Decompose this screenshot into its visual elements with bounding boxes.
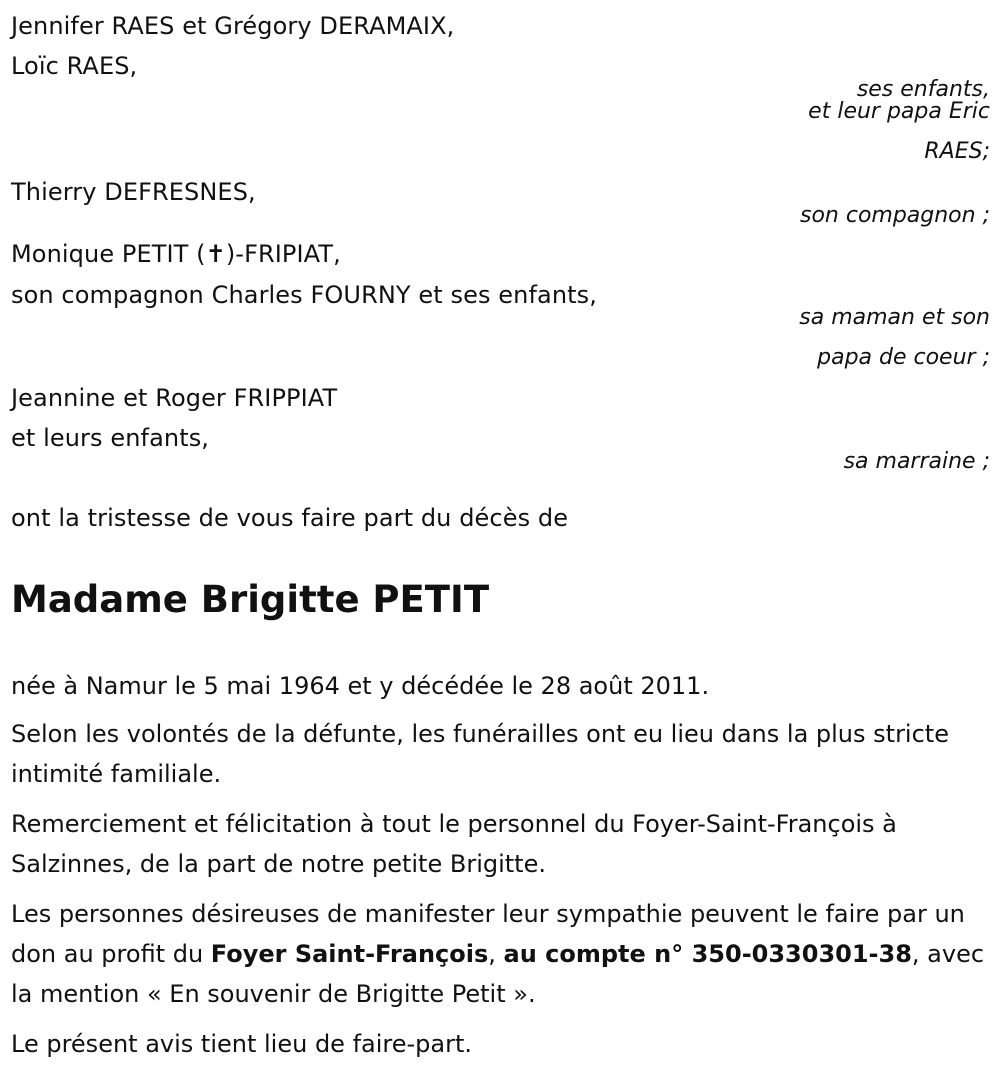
children-relation-line-3: RAES; — [924, 139, 990, 164]
mother-line-1: Monique PETIT (✝)-FRIPIAT, — [11, 240, 341, 268]
donation-paragraph — [11, 894, 991, 1014]
godmother-line-2: et leurs enfants, — [11, 424, 210, 452]
godmother-line-1: Jeannine et Roger FRIPPIAT — [11, 384, 338, 412]
donation-separator: , — [488, 940, 504, 968]
children-names-line-2: Loïc RAES, — [11, 52, 138, 80]
children-names-line-1: Jennifer RAES et Grégory DERAMAIX, — [11, 12, 455, 40]
deceased-name-heading: Madame Brigitte PETIT — [11, 578, 490, 621]
mother-relation-line-1: sa maman et son — [799, 305, 990, 330]
mother-line-2: son compagnon Charles FOURNY et ses enfants, — [11, 281, 597, 309]
mother-relation-line-2: papa de coeur ; — [817, 345, 990, 370]
announcement-text: ont la tristesse de vous faire part du décès de — [11, 504, 569, 532]
funeral-paragraph: Selon les volontés de la défunte, les funérailles ont eu lieu dans la plus stricte intimité familiale. — [11, 720, 949, 788]
companion-name: Thierry DEFRESNES, — [11, 178, 256, 206]
donation-outro: , avec la mention « En souvenir de Brigitte Petit ». — [11, 940, 985, 1008]
donation-intro: Les personnes désireuses de manifester leur sympathie peuvent le faire par un don au profit du — [11, 900, 965, 968]
closing-paragraph: Le présent avis tient lieu de faire-part. — [11, 1030, 473, 1058]
thanks-paragraph: Remerciement et félicitation à tout le personnel du Foyer-Saint-François à Salzinnes, de la part de notre petite Brigitte. — [11, 810, 897, 878]
companion-relation: son compagnon ; — [799, 203, 990, 228]
godmother-relation: sa marraine ; — [843, 449, 990, 474]
children-relation-line-1: ses enfants, — [856, 77, 990, 102]
donation-organization: Foyer Saint-François — [210, 940, 489, 968]
birth-death-paragraph: née à Namur le 5 mai 1964 et y décédée le 28 août 2011. — [11, 672, 710, 700]
children-relation-line-2: et leur papa Eric — [808, 99, 990, 124]
donation-account-number: au compte n° 350-0330301-38 — [503, 940, 912, 968]
